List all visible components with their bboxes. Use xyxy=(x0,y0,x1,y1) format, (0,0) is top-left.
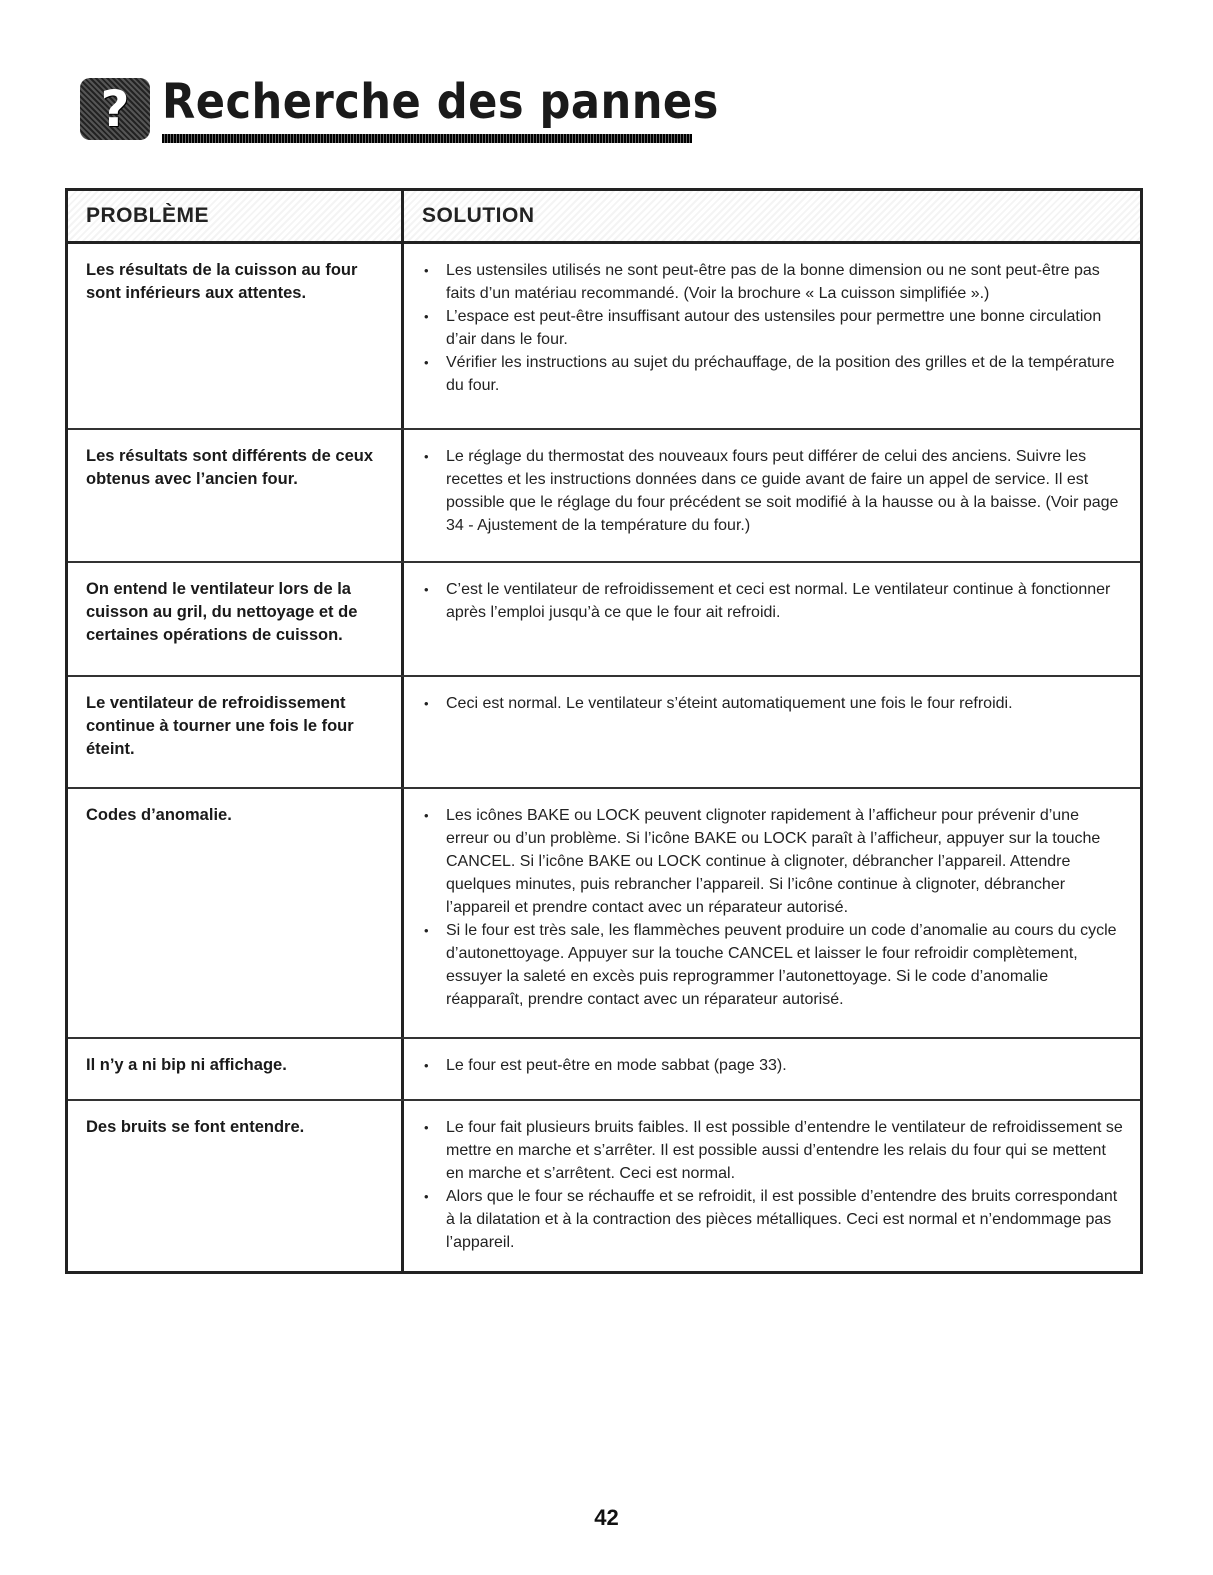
table-row xyxy=(68,677,1140,789)
solution-cell xyxy=(404,677,1140,787)
solution-item: • Le four est peut-être en mode sabbat (page 33). xyxy=(422,1054,1124,1077)
troubleshooting-table xyxy=(65,188,1143,1274)
column-header-problem: PROBLÈME xyxy=(68,191,404,241)
problem-cell: Le ventilateur de refroidissement continue à tourner une fois le four éteint. xyxy=(68,677,404,787)
table-row xyxy=(68,244,1140,430)
table-row xyxy=(68,1101,1140,1271)
solution-cell xyxy=(404,563,1140,675)
solution-item: • C’est le ventilateur de refroidissement et ceci est normal. Le ventilateur continue à fonctionner après l’emploi jusqu’à ce que le four ait refroidi. xyxy=(422,578,1124,624)
solution-item: • Le réglage du thermostat des nouveaux fours peut différer de celui des anciens. Suivre les recettes et les instructions données dans ce guide avant de faire un appel de service. Il est possible que le réglage du four précédent se soit modifié à la hausse ou à la baisse. (Voir page 34 - Ajustement de la température du four.) xyxy=(422,445,1124,537)
solution-item: • L’espace est peut-être insuffisant autour des ustensiles pour permettre une bonne circulation d’air dans le four. xyxy=(422,305,1124,351)
table-row xyxy=(68,563,1140,677)
title-underline xyxy=(162,134,692,143)
page-title: Recherche des pannes xyxy=(162,74,719,130)
solution-item: • Alors que le four se réchauffe et se refroidit, il est possible d’entendre des bruits correspondant à la dilatation et à la contraction des pièces métalliques. Ceci est normal et n’endommage pas l’appareil. xyxy=(422,1185,1124,1254)
problem-cell: On entend le ventilateur lors de la cuisson au gril, du nettoyage et de certaines opérations de cuisson. xyxy=(68,563,404,675)
solution-item: • Vérifier les instructions au sujet du préchauffage, de la position des grilles et de la température du four. xyxy=(422,351,1124,397)
solution-item: • Les ustensiles utilisés ne sont peut-être pas de la bonne dimension ou ne sont peut-être pas faits d’un matériau recommandé. (Voir la brochure « La cuisson simplifiée ».) xyxy=(422,259,1124,305)
table-row xyxy=(68,430,1140,563)
page-number: 42 xyxy=(594,1505,619,1530)
table-row xyxy=(68,1039,1140,1101)
solution-item: • Le four fait plusieurs bruits faibles. Il est possible d’entendre le ventilateur de refroidissement se mettre en marche et s’arrêter. Il est possible aussi d’entendre les relais du four qui se mettent en marche et s’arrêtent. Ceci est normal. xyxy=(422,1116,1124,1185)
page-header xyxy=(80,72,719,152)
problem-cell: Il n’y a ni bip ni affichage. xyxy=(68,1039,404,1099)
solution-cell xyxy=(404,430,1140,561)
question-mark-icon xyxy=(80,78,150,140)
question-mark-glyph: ? xyxy=(100,80,130,138)
problem-cell: Des bruits se font entendre. xyxy=(68,1101,404,1271)
problem-cell: Les résultats sont différents de ceux obtenus avec l’ancien four. xyxy=(68,430,404,561)
table-header xyxy=(68,191,1140,244)
solution-item: • Ceci est normal. Le ventilateur s’éteint automatiquement une fois le four refroidi. xyxy=(422,692,1124,715)
table-row xyxy=(68,789,1140,1039)
solution-cell xyxy=(404,1039,1140,1099)
solution-item: • Les icônes BAKE ou LOCK peuvent clignoter rapidement à l’afficheur pour prévenir d’une erreur ou d’un problème. Si l’icône BAKE ou LOCK paraît à l’afficheur, appuyer sur la touche CANCEL. Si l’icône BAKE ou LOCK continue à clignoter, débrancher l’appareil. Attendre quelques minutes, puis rebrancher l’appareil. Si l’icône continue à clignoter, débrancher l’appareil et prendre contact avec un réparateur autorisé. xyxy=(422,804,1124,919)
problem-cell: Les résultats de la cuisson au four sont inférieurs aux attentes. xyxy=(68,244,404,428)
column-header-solution: SOLUTION xyxy=(422,204,535,227)
problem-cell: Codes d’anomalie. xyxy=(68,789,404,1037)
solution-cell xyxy=(404,1101,1140,1271)
solution-item: • Si le four est très sale, les flammèches peuvent produire un code d’anomalie au cours du cycle d’autonettoyage. Appuyer sur la touche CANCEL et laisser le four refroidir complètement, essuyer la saleté en excès puis reprogrammer l’autonettoyage. Si le code d’anomalie réapparaît, prendre contact avec un réparateur autorisé. xyxy=(422,919,1124,1011)
solution-cell xyxy=(404,244,1140,428)
solution-cell xyxy=(404,789,1140,1037)
